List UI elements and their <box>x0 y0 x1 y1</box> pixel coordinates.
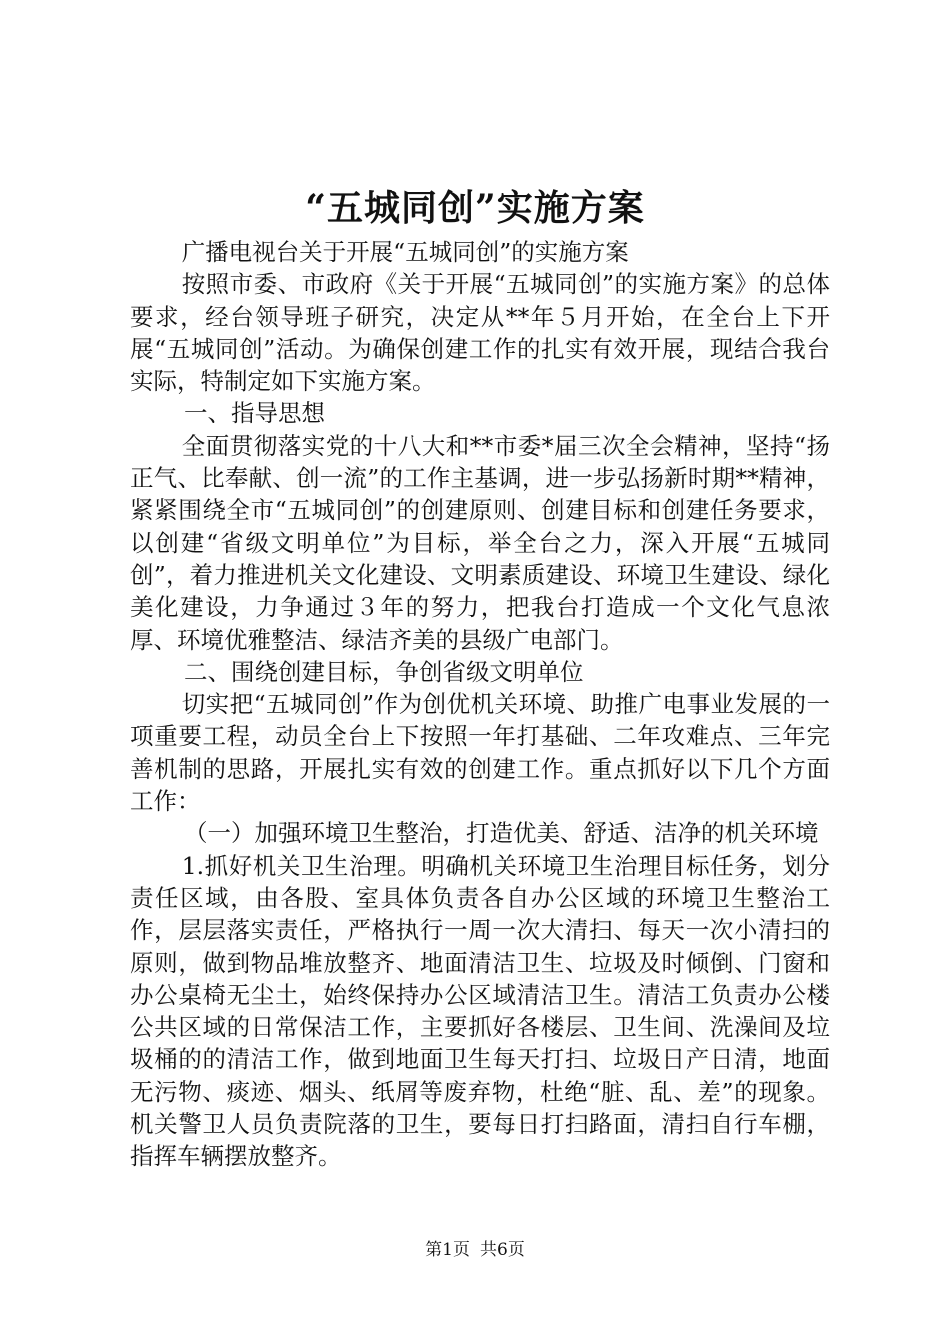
page-total: 共6页 <box>480 1240 525 1260</box>
paragraph-intro: 按照市委、市政府《关于开展“五城同创”的实施方案》的总体要求，经台领导班子研究，决定从**年５月开始，在全台上下开展“五城同创”活动。为确保创建工作的扎实有效开展，现结合我台实际，特制定如下实施方案。 <box>130 270 830 396</box>
paragraph-subtitle: 广播电视台关于开展“五城同创”的实施方案 <box>181 238 629 266</box>
document-body <box>130 236 830 1173</box>
page-footer <box>0 1238 950 1262</box>
section-heading-goals: 二、围绕创建目标，争创省级文明单位 <box>184 657 584 686</box>
subsection-heading-environment: （一）加强环境卫生整治，打造优美、舒适、洁净的机关环境 <box>184 819 819 848</box>
document-title: “五城同创”实施方案 <box>305 187 645 229</box>
page-number: 第1页 <box>425 1240 470 1260</box>
paragraph-goals: 切实把“五城同创”作为创优机关环境、助推广电事业发展的一项重要工程，动员全台上下按照一年打基础、二年攻难点、三年完善机制的思路，开展扎实有效的创建工作。重点抓好以下几个方面工作： <box>130 690 830 816</box>
section-heading-guiding-ideology: 一、指导思想 <box>184 399 326 428</box>
paragraph-hygiene: 1.抓好机关卫生治理。明确机关环境卫生治理目标任务，划分责任区域，由各股、室具体负责各自办公区域的环境卫生整治工作，层层落实责任，严格执行一周一次大清扫、每天一次小清扫的原则，做到物品堆放整齐、地面清洁卫生、垃圾及时倾倒、门窗和办公桌椅无尘土，始终保持办公区域清洁卫生。清洁工负责办公楼公共区域的日常保洁工作，主要抓好各楼层、卫生间、洗澡间及垃圾桶的的清洁工作，做到地面卫生每天打扫、垃圾日产日清，地面无污物、痰迹、烟头、纸屑等废弃物，杜绝“脏、乱、差”的现象。机关警卫人员负责院落的卫生，要每日打扫路面，清扫自行车棚，指挥车辆摆放整齐。 <box>130 851 830 1171</box>
paragraph-guiding-ideology: 全面贯彻落实党的十八大和**市委*届三次全会精神，坚持“扬正气、比奉献、创一流”的工作主基调，进一步弘扬新时期**精神，紧紧围绕全市“五城同创”的创建原则、创建目标和创建任务要求，以创建“省级文明单位”为目标，举全台之力，深入开展“五城同创”，着力推进机关文化建设、文明素质建设、环境卫生建设、绿化美化建设，力争通过３年的努力，把我台打造成一个文化气息浓厚、环境优雅整洁、绿洁齐美的县级广电部门。 <box>130 431 830 654</box>
